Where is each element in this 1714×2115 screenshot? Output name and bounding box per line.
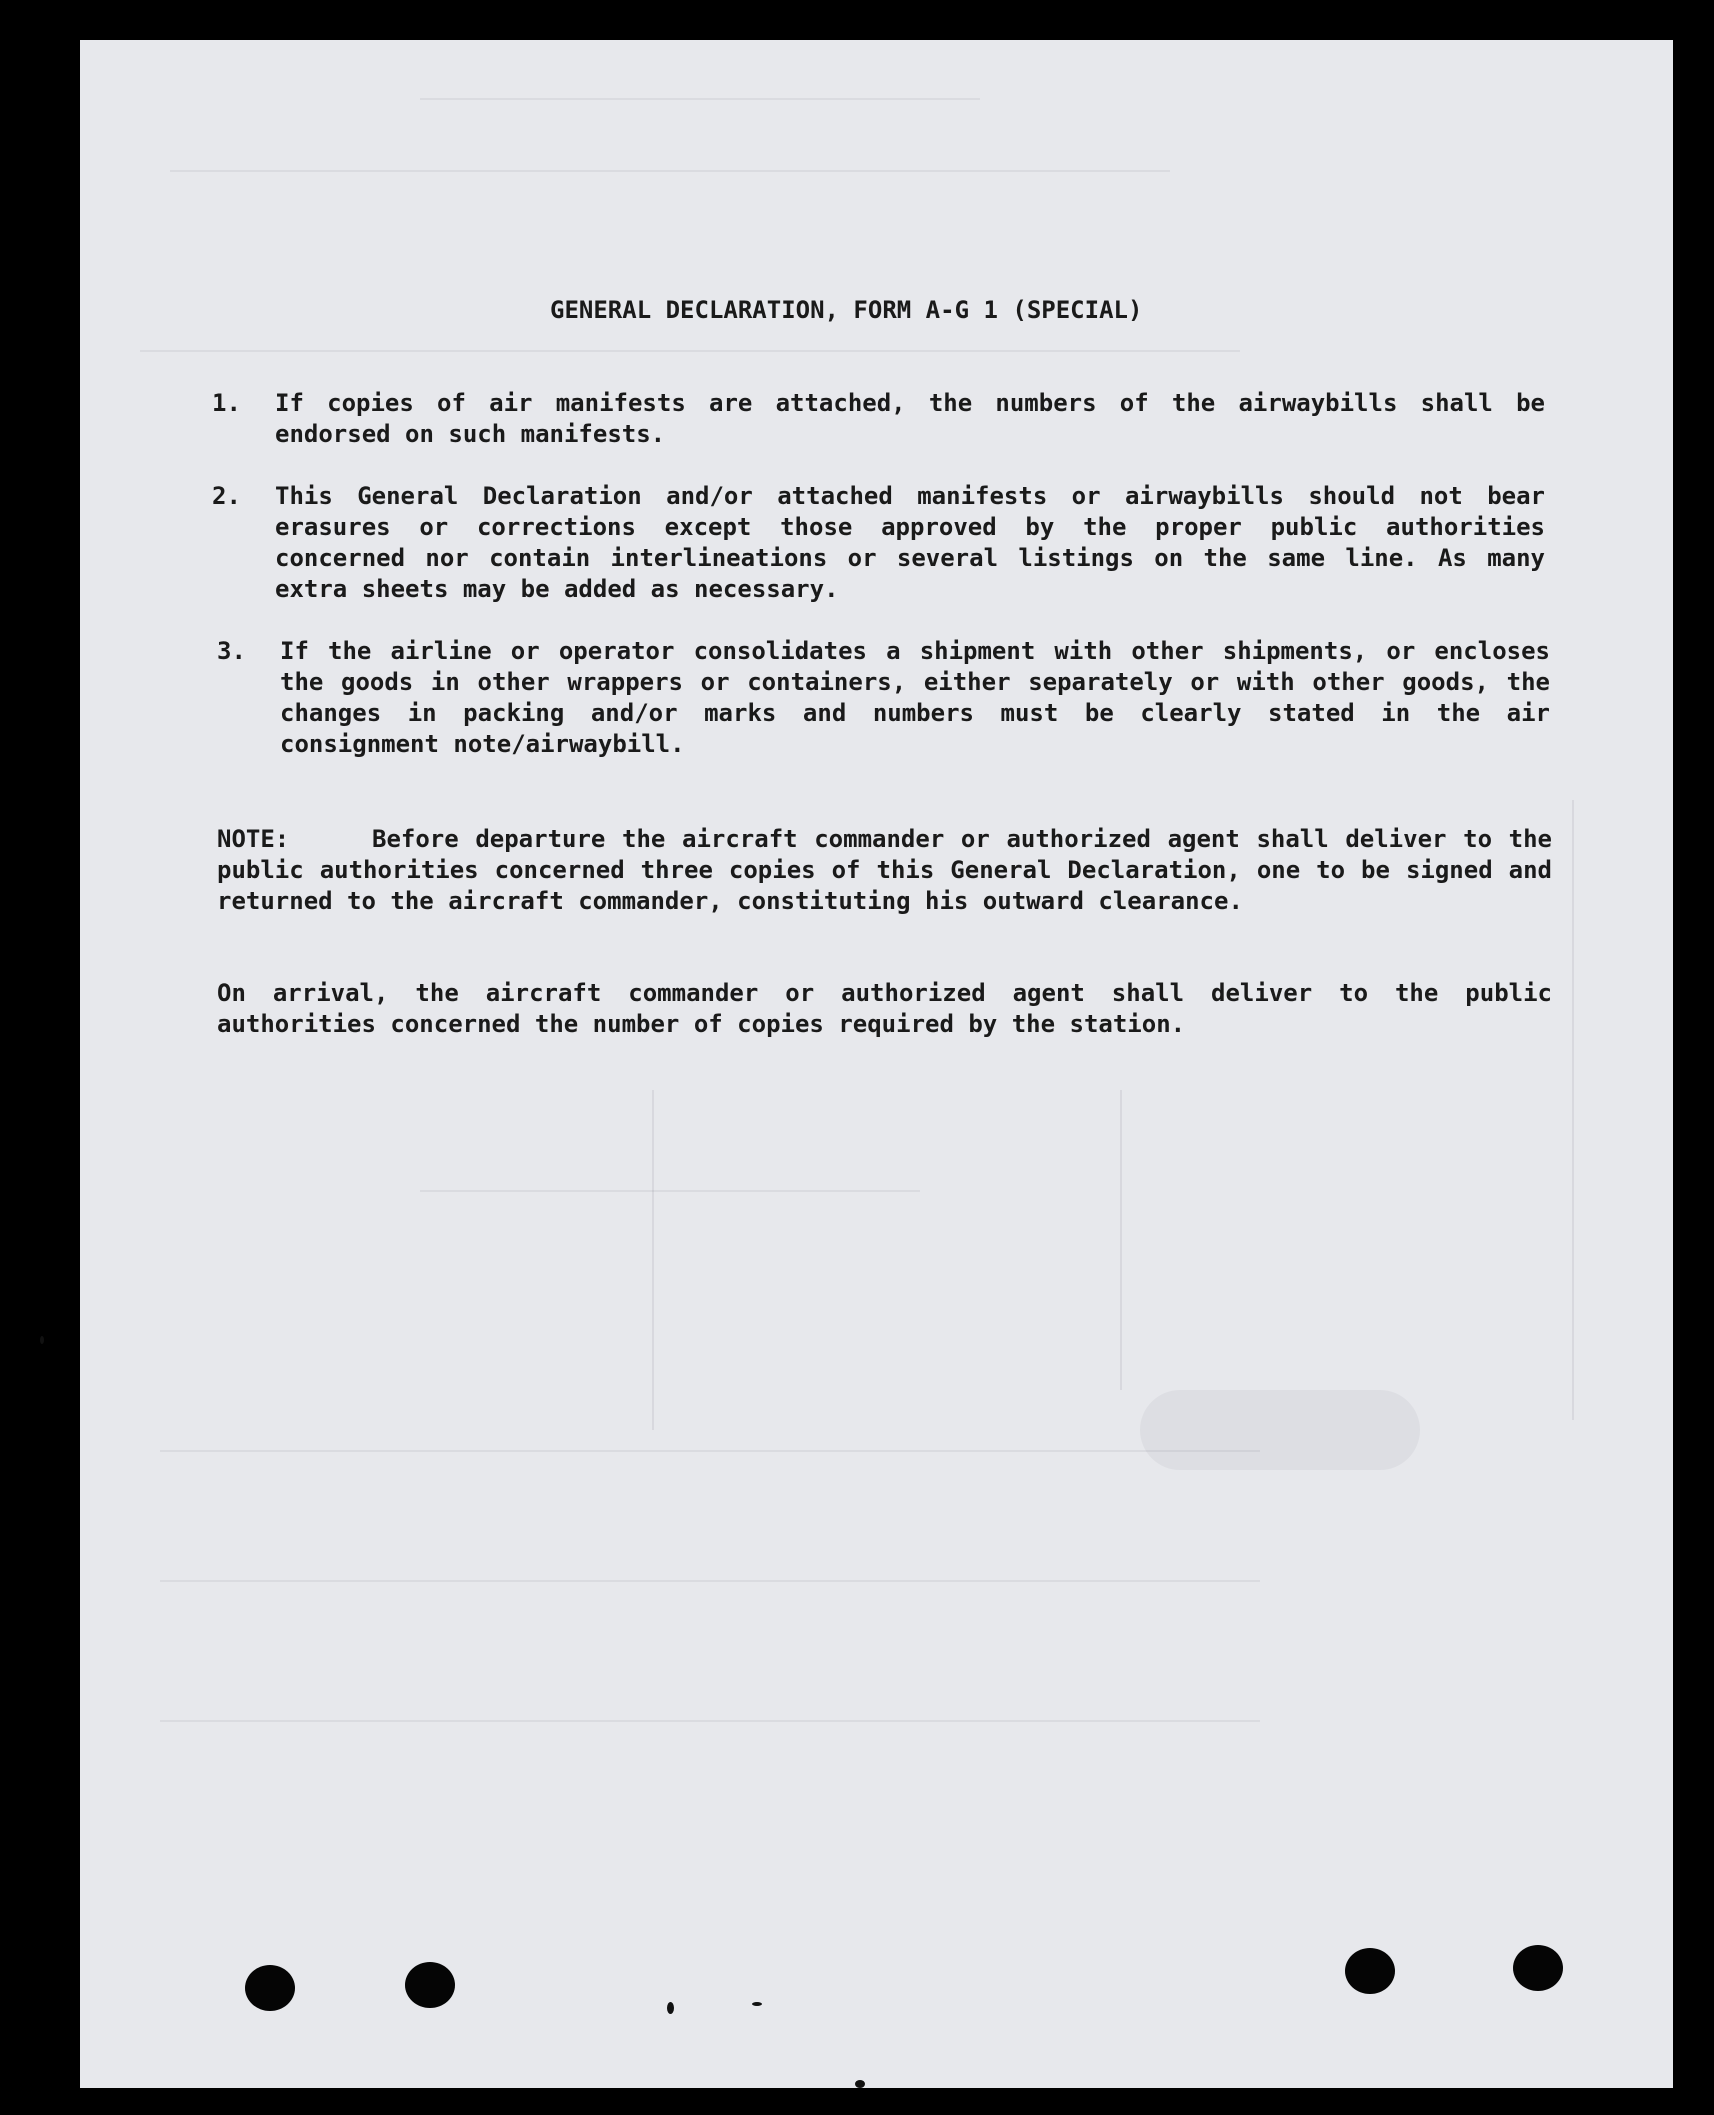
bleed-through-line xyxy=(1120,1090,1122,1390)
bleed-through-line xyxy=(170,170,1170,172)
item-number: 3. xyxy=(217,637,246,665)
punch-hole xyxy=(405,1962,455,2008)
document-title: GENERAL DECLARATION, FORM A-G 1 (SPECIAL) xyxy=(550,296,1143,324)
bleed-through-line xyxy=(160,1580,1260,1582)
item-number: 2. xyxy=(212,482,241,510)
note-text: Before departure the aircraft commander or authorized agent shall deliver to the public authorities concerned three copies of this General Declaration, one to be signed and returned to the aircraft commander, constituting his outward clearance. xyxy=(217,825,1552,915)
speck xyxy=(40,1336,44,1344)
item-text: If the airline or operator consolidates a shipment with other shipments, or encloses the goods in other wrappers or containers, either separately or with other goods, the changes in packing and/or marks and numbers must be clearly stated in the air consignment note/airwaybill. xyxy=(280,637,1550,758)
speck xyxy=(667,2002,674,2014)
item-number: 1. xyxy=(212,389,241,417)
bleed-through-stamp xyxy=(1140,1390,1420,1470)
item-text: This General Declaration and/or attached manifests or airwaybills should not bear erasures or corrections except those approved by the proper public authorities concerned nor contain interlineations or several listings on the same line. As many extra sheets may be added as necessary. xyxy=(275,482,1545,603)
punch-hole xyxy=(245,1965,295,2011)
bleed-through-line xyxy=(420,98,980,100)
bleed-through-line xyxy=(1572,800,1574,1420)
arrival-paragraph: On arrival, the aircraft commander or authorized agent shall deliver to the public authorities concerned the number of copies required by the station. xyxy=(217,979,1552,1038)
bleed-through-line xyxy=(160,1720,1260,1722)
note-label: NOTE: xyxy=(217,825,290,853)
bleed-through-line xyxy=(160,1450,1260,1452)
item-text: If copies of air manifests are attached, the numbers of the airwaybills shall be endorsed on such manifests. xyxy=(275,389,1545,448)
note-paragraph xyxy=(217,824,1552,917)
bleed-through-line xyxy=(652,1090,654,1430)
speck xyxy=(855,2080,865,2088)
document-page xyxy=(80,40,1673,2088)
bleed-through-line xyxy=(420,1190,920,1192)
punch-hole xyxy=(1513,1945,1563,1991)
bleed-through-line xyxy=(140,350,1240,352)
punch-hole xyxy=(1345,1948,1395,1994)
speck xyxy=(752,2002,762,2006)
